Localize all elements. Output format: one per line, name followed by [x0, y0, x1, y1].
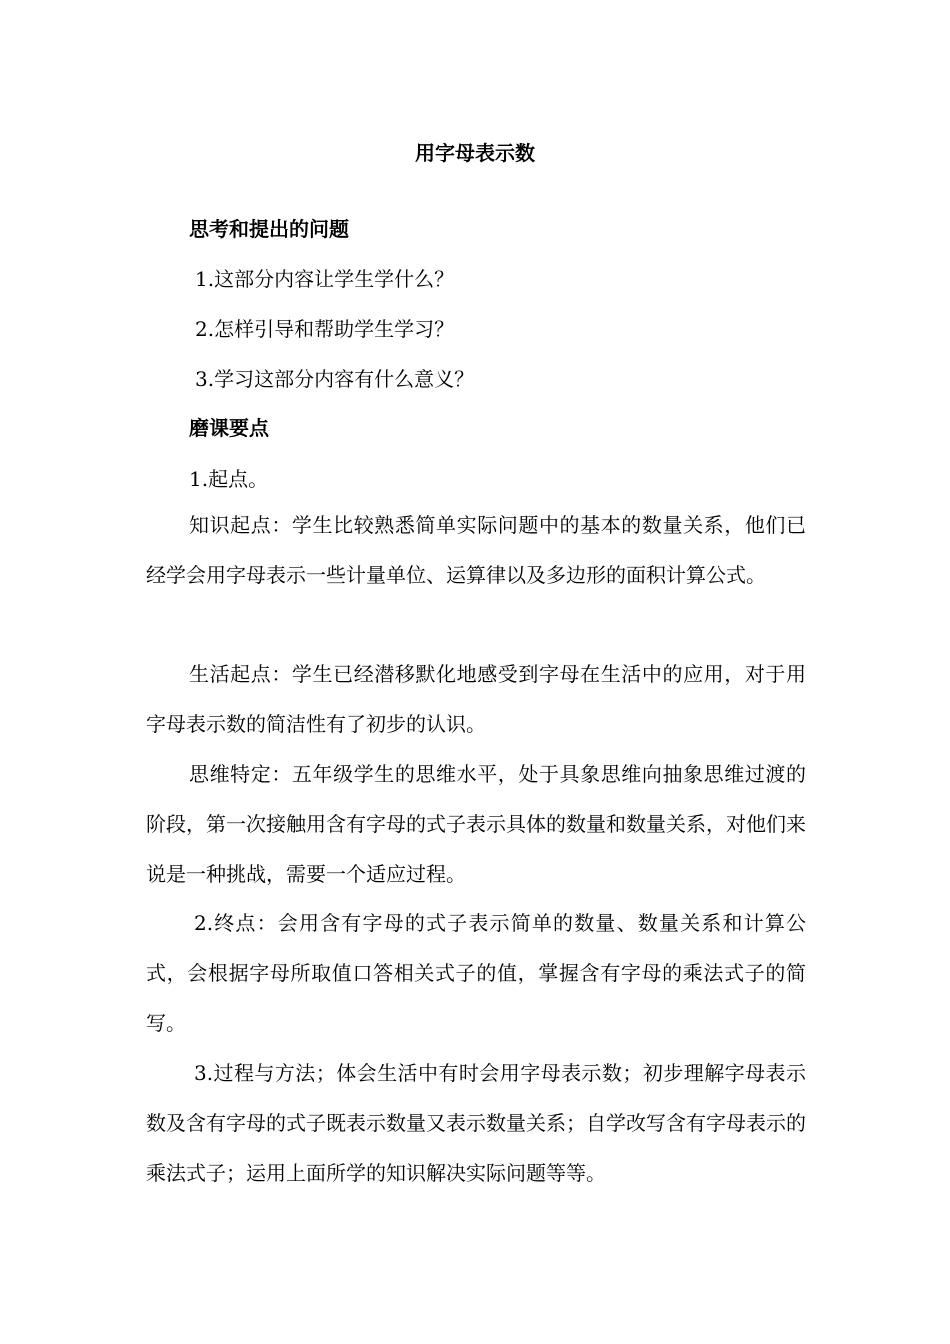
thinking-paragraph: 思维特定：五年级学生的思维水平，处于具象思维向抽象思维过渡的阶段，第一次接触用含有字母的式子表示具体的数量和数量关系，对他们来说是一种挑战，需要一个适应过程。 — [146, 762, 806, 886]
document-title: 用字母表示数 — [415, 141, 535, 165]
knowledge-start-paragraph: 知识起点：学生比较熟悉简单实际问题中的基本的数量关系，他们已经学会用字母表示一些计量单位、运算律以及多边形的面积计算公式。 — [146, 513, 806, 587]
process-paragraph: 3.过程与方法；体会生活中有时会用字母表示数；初步理解字母表示数及含有字母的式子既表示数量又表示数量关系；自学改写含有字母表示的乘法式子；运用上面所学的知识解决实际问题等等。 — [146, 1061, 806, 1185]
question-item-3: 3.学习这部分内容有什么意义？ — [195, 367, 475, 391]
life-start-paragraph: 生活起点：学生已经潜移默化地感受到字母在生活中的应用，对于用字母表示数的简洁性有了初步的认识。 — [146, 662, 806, 736]
end-point-paragraph: 2.终点：会用含有字母的式子表示简单的数量、数量关系和计算公式，会根据字母所取值口答相关式子的值，掌握含有字母的乘法式子的简写。 — [146, 911, 806, 1035]
start-point-label: 1.起点。 — [189, 467, 269, 491]
question-item-2: 2.怎样引导和帮助学生学习？ — [195, 317, 455, 341]
question-item-1: 1.这部分内容让学生学什么？ — [195, 267, 455, 291]
section-heading-questions: 思考和提出的问题 — [189, 217, 349, 241]
section-heading-key-points: 磨课要点 — [189, 416, 269, 440]
